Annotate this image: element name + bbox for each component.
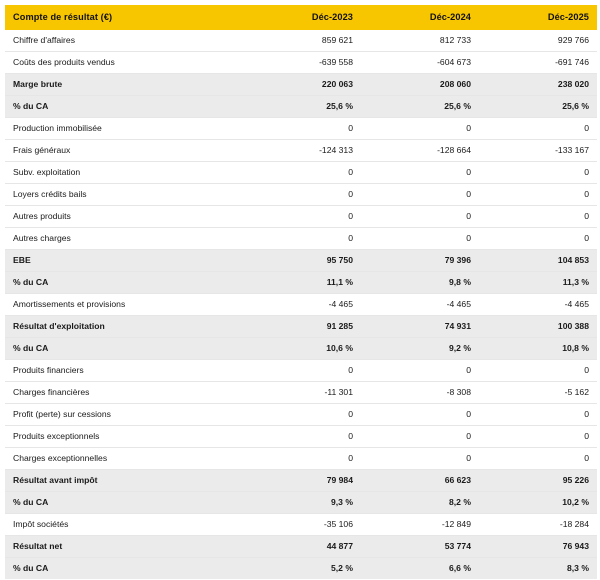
table-row [5, 140, 597, 162]
row-value: 25,6 % [361, 96, 479, 118]
row-label: Frais généraux [5, 140, 243, 162]
row-label: Amortissements et provisions [5, 294, 243, 316]
row-value: 0 [361, 360, 479, 382]
column-header-3: Déc-2025 [479, 5, 597, 30]
row-label: Loyers crédits bails [5, 184, 243, 206]
row-value: 0 [479, 118, 597, 140]
row-value: 0 [243, 426, 361, 448]
table-row [5, 382, 597, 404]
row-value: 0 [243, 118, 361, 140]
row-label: Charges exceptionnelles [5, 448, 243, 470]
row-label: Chiffre d'affaires [5, 30, 243, 52]
row-value: 0 [243, 162, 361, 184]
table-row [5, 250, 597, 272]
row-value: 238 020 [479, 74, 597, 96]
row-label: Résultat d'exploitation [5, 316, 243, 338]
table-row [5, 448, 597, 470]
income-statement-table [5, 5, 597, 579]
row-value: 10,8 % [479, 338, 597, 360]
row-value: 79 984 [243, 470, 361, 492]
table-row [5, 316, 597, 338]
row-value: -691 746 [479, 52, 597, 74]
row-value: 5,2 % [243, 558, 361, 580]
row-value: 929 766 [479, 30, 597, 52]
row-value: 0 [243, 184, 361, 206]
table-row [5, 338, 597, 360]
row-value: 95 226 [479, 470, 597, 492]
row-value: 0 [243, 228, 361, 250]
row-label: Coûts des produits vendus [5, 52, 243, 74]
table-row [5, 294, 597, 316]
row-label: Profit (perte) sur cessions [5, 404, 243, 426]
table-row [5, 30, 597, 52]
row-label: % du CA [5, 558, 243, 580]
table-header-row [5, 5, 597, 30]
row-value: -639 558 [243, 52, 361, 74]
row-value: -12 849 [361, 514, 479, 536]
table-container [4, 4, 596, 580]
table-row [5, 96, 597, 118]
row-value: 6,6 % [361, 558, 479, 580]
row-label: Autres charges [5, 228, 243, 250]
row-value: 10,2 % [479, 492, 597, 514]
table-row [5, 272, 597, 294]
row-value: 0 [361, 404, 479, 426]
row-label: Autres produits [5, 206, 243, 228]
row-value: 100 388 [479, 316, 597, 338]
row-label: % du CA [5, 96, 243, 118]
column-header-1: Déc-2023 [243, 5, 361, 30]
row-value: 0 [479, 448, 597, 470]
row-value: 53 774 [361, 536, 479, 558]
row-value: 0 [243, 404, 361, 426]
row-label: Produits exceptionnels [5, 426, 243, 448]
row-value: -35 106 [243, 514, 361, 536]
row-value: 220 063 [243, 74, 361, 96]
table-row [5, 492, 597, 514]
table-row [5, 426, 597, 448]
row-value: 66 623 [361, 470, 479, 492]
row-value: -128 664 [361, 140, 479, 162]
row-value: 208 060 [361, 74, 479, 96]
row-value: 9,8 % [361, 272, 479, 294]
table-title: Compte de résultat (€) [5, 5, 243, 30]
row-value: 0 [479, 184, 597, 206]
table-row [5, 360, 597, 382]
row-value: 0 [243, 206, 361, 228]
row-value: 95 750 [243, 250, 361, 272]
table-row [5, 74, 597, 96]
row-value: 0 [361, 228, 479, 250]
row-value: -5 162 [479, 382, 597, 404]
row-value: 812 733 [361, 30, 479, 52]
row-value: 0 [479, 426, 597, 448]
table-row [5, 228, 597, 250]
table-row [5, 118, 597, 140]
row-label: Production immobilisée [5, 118, 243, 140]
table-body [5, 5, 597, 579]
table-row [5, 470, 597, 492]
row-value: 76 943 [479, 536, 597, 558]
row-value: -4 465 [479, 294, 597, 316]
row-label: % du CA [5, 338, 243, 360]
row-value: 0 [479, 360, 597, 382]
row-value: 0 [243, 448, 361, 470]
row-value: 0 [479, 404, 597, 426]
row-value: 0 [479, 228, 597, 250]
row-value: 0 [361, 206, 479, 228]
row-value: -4 465 [361, 294, 479, 316]
row-label: % du CA [5, 492, 243, 514]
row-value: 0 [243, 360, 361, 382]
row-value: 79 396 [361, 250, 479, 272]
row-label: Impôt sociétés [5, 514, 243, 536]
table-row [5, 162, 597, 184]
column-header-2: Déc-2024 [361, 5, 479, 30]
row-value: 11,3 % [479, 272, 597, 294]
row-value: -4 465 [243, 294, 361, 316]
row-value: 10,6 % [243, 338, 361, 360]
row-value: 74 931 [361, 316, 479, 338]
row-label: EBE [5, 250, 243, 272]
row-label: % du CA [5, 272, 243, 294]
row-value: -604 673 [361, 52, 479, 74]
row-value: -8 308 [361, 382, 479, 404]
row-value: -18 284 [479, 514, 597, 536]
row-value: -124 313 [243, 140, 361, 162]
table-row [5, 52, 597, 74]
row-value: 0 [361, 426, 479, 448]
table-row [5, 558, 597, 580]
row-value: 0 [479, 162, 597, 184]
row-value: -133 167 [479, 140, 597, 162]
row-value: 44 877 [243, 536, 361, 558]
table-row [5, 404, 597, 426]
table-row [5, 206, 597, 228]
row-label: Subv. exploitation [5, 162, 243, 184]
row-value: 9,2 % [361, 338, 479, 360]
table-row [5, 514, 597, 536]
row-value: 0 [361, 118, 479, 140]
row-value: -11 301 [243, 382, 361, 404]
table-row [5, 536, 597, 558]
row-label: Résultat avant impôt [5, 470, 243, 492]
row-value: 0 [361, 184, 479, 206]
row-value: 8,3 % [479, 558, 597, 580]
row-value: 104 853 [479, 250, 597, 272]
row-value: 11,1 % [243, 272, 361, 294]
table-row [5, 184, 597, 206]
row-value: 0 [479, 206, 597, 228]
row-label: Charges financières [5, 382, 243, 404]
row-value: 91 285 [243, 316, 361, 338]
row-value: 859 621 [243, 30, 361, 52]
row-value: 9,3 % [243, 492, 361, 514]
row-label: Résultat net [5, 536, 243, 558]
row-value: 8,2 % [361, 492, 479, 514]
row-value: 25,6 % [479, 96, 597, 118]
row-value: 0 [361, 448, 479, 470]
row-value: 0 [361, 162, 479, 184]
row-label: Marge brute [5, 74, 243, 96]
row-label: Produits financiers [5, 360, 243, 382]
row-value: 25,6 % [243, 96, 361, 118]
